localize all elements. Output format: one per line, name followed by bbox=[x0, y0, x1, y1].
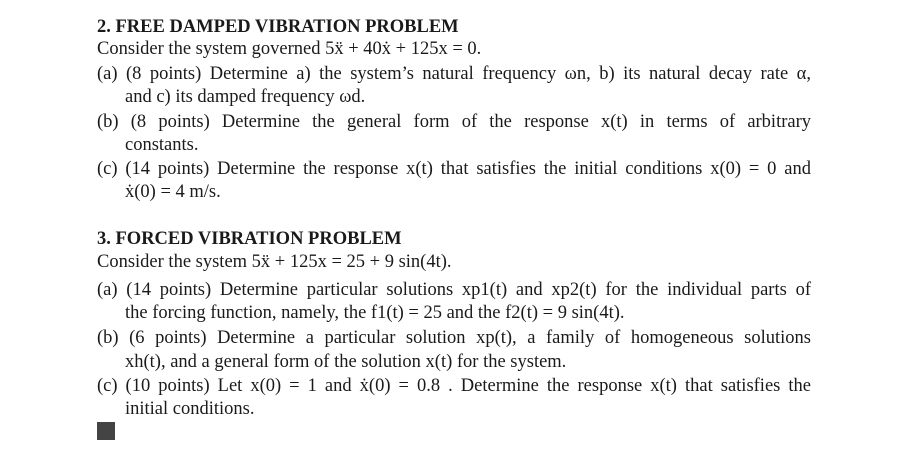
problem3-c-line1: (c) (10 points) Let x(0) = 1 and ẋ(0) = 0.8 . Determine the response x(t) that satisfies the bbox=[97, 376, 811, 396]
problem3-b-line2: xh(t), and a general form of the solution x(t) for the system. bbox=[125, 352, 567, 372]
problem3-intro: Consider the system 5ẍ + 125x = 25 + 9 sin(4t). bbox=[97, 252, 452, 272]
problem3-a-line1: (a) (14 points) Determine particular solutions xp1(t) and xp2(t) for the individual parts of bbox=[97, 280, 811, 300]
problem2-a-line2: and c) its damped frequency ωd. bbox=[125, 87, 366, 107]
problem3-c-line2: initial conditions. bbox=[125, 399, 255, 419]
problem2-intro: Consider the system governed 5ẍ + 40ẋ + 125x = 0. bbox=[97, 39, 482, 59]
problem2-title: 2. FREE DAMPED VIBRATION PROBLEM bbox=[97, 17, 459, 37]
problem2-b-line2: constants. bbox=[125, 135, 199, 155]
problem3-a-line2: the forcing function, namely, the f1(t) = 25 and the f2(t) = 9 sin(4t). bbox=[125, 303, 625, 323]
problem3-b-line1: (b) (6 points) Determine a particular solution xp(t), a family of homogeneous solutions bbox=[97, 328, 811, 348]
problem3-title: 3. FORCED VIBRATION PROBLEM bbox=[97, 229, 402, 249]
end-of-problem-square-icon bbox=[97, 422, 115, 440]
problem2-a-line1: (a) (8 points) Determine a) the system’s natural frequency ωn, b) its natural decay rate α, bbox=[97, 64, 811, 84]
problem2-c-line1: (c) (14 points) Determine the response x(t) that satisfies the initial conditions x(0) = 0 and bbox=[97, 159, 811, 179]
problem2-b-line1: (b) (8 points) Determine the general form of the response x(t) in terms of arbitrary bbox=[97, 112, 811, 132]
problem2-c-line2: ẋ(0) = 4 m/s. bbox=[125, 182, 221, 202]
